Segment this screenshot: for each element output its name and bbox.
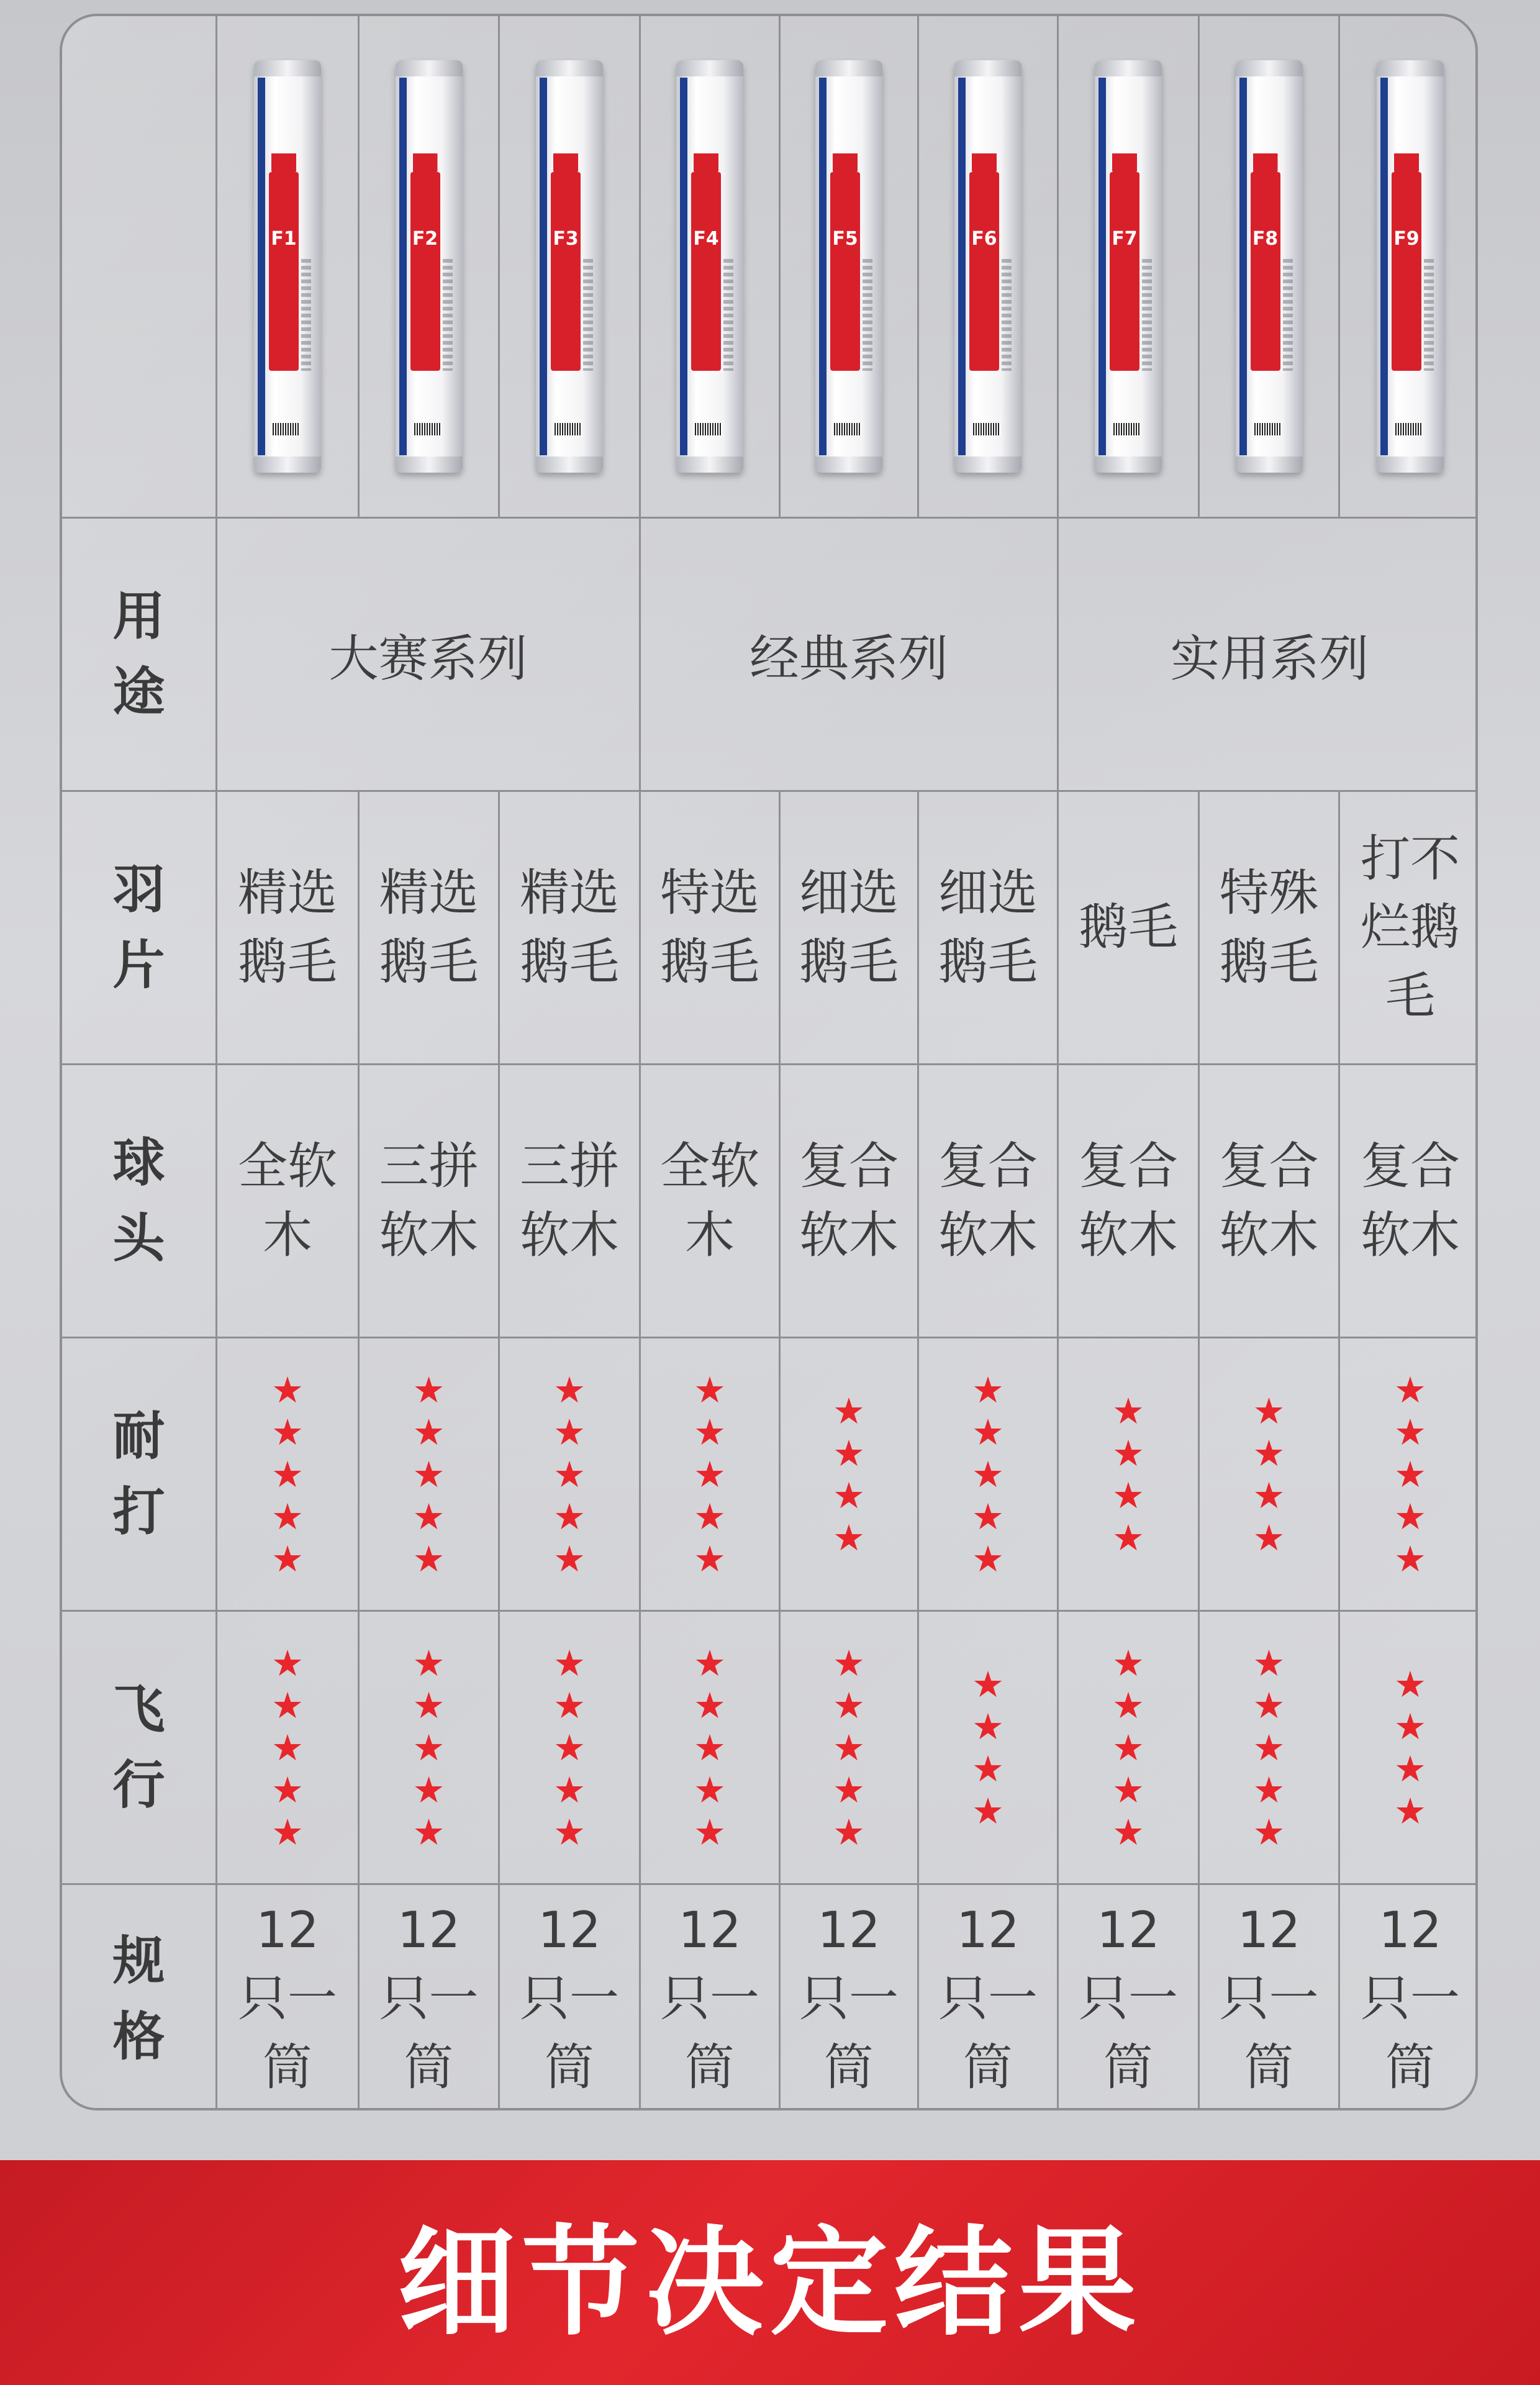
product-image-cell (917, 16, 1057, 517)
feather-cell (1057, 792, 1198, 1063)
star-icon: ★ (1394, 1789, 1426, 1832)
head-cell (498, 1065, 639, 1337)
star-icon: ★ (1112, 1810, 1144, 1853)
star-icon: ★ (412, 1411, 445, 1453)
product-code: F9 (1393, 228, 1420, 250)
product-code: F4 (693, 228, 719, 250)
star-icon: ★ (271, 1537, 304, 1580)
star-icon: ★ (1394, 1747, 1426, 1790)
star-icon: ★ (1252, 1684, 1285, 1727)
shuttlecock-tube-image (536, 60, 603, 473)
head-value: 全软木 (238, 1137, 337, 1264)
spec-cell (639, 1885, 779, 2110)
star-icon: ★ (833, 1768, 865, 1811)
durability-rating (271, 1368, 304, 1580)
star-icon: ★ (833, 1726, 865, 1769)
star-icon: ★ (694, 1453, 726, 1496)
feather-value: 细选鹅毛 (799, 864, 899, 991)
spec-cell (1057, 1885, 1198, 2110)
star-icon: ★ (1394, 1411, 1426, 1453)
star-icon: ★ (412, 1684, 445, 1727)
star-icon: ★ (1394, 1705, 1426, 1748)
star-icon: ★ (1252, 1768, 1285, 1811)
flight-cell (779, 1612, 917, 1883)
product-image-cell (1338, 16, 1478, 517)
spec-cell (917, 1885, 1057, 2110)
star-icon: ★ (694, 1726, 726, 1769)
durability-rating (1252, 1389, 1285, 1559)
star-icon: ★ (1252, 1432, 1285, 1474)
row-label-cell (62, 792, 215, 1063)
head-cell (1198, 1065, 1338, 1337)
row-label-usage: 用途 (112, 585, 165, 722)
feather-value: 打不烂鹅毛 (1361, 829, 1460, 1025)
flight-row (62, 1610, 1475, 1883)
spec-value: 12只一筒 (660, 1901, 759, 2096)
star-icon: ★ (412, 1810, 445, 1853)
spec-value: 12只一筒 (379, 1901, 479, 2096)
flight-cell (215, 1612, 358, 1883)
head-value: 三拼软木 (379, 1137, 479, 1264)
star-icon: ★ (271, 1810, 304, 1853)
head-cell (1338, 1065, 1478, 1337)
shuttlecock-tube-image (254, 60, 321, 473)
star-icon: ★ (412, 1768, 445, 1811)
feather-cell (1198, 792, 1338, 1063)
shuttlecock-tube-image (396, 60, 463, 473)
star-icon: ★ (412, 1642, 445, 1684)
row-label-cell (62, 519, 215, 790)
durability-cell (639, 1338, 779, 1610)
feather-value: 特选鹅毛 (660, 864, 759, 991)
spec-value: 12只一筒 (238, 1901, 337, 2096)
feather-value: 精选鹅毛 (379, 864, 479, 991)
feather-value: 精选鹅毛 (238, 864, 337, 991)
durability-rating (972, 1368, 1004, 1580)
star-icon: ★ (833, 1474, 865, 1517)
flight-rating (553, 1644, 586, 1851)
star-icon: ★ (553, 1726, 586, 1769)
star-icon: ★ (553, 1453, 586, 1496)
spec-cell (1198, 1885, 1338, 2110)
spec-value: 12只一筒 (938, 1901, 1038, 2096)
spec-row (62, 1883, 1475, 2110)
star-icon: ★ (412, 1453, 445, 1496)
star-icon: ★ (271, 1642, 304, 1684)
feather-row (62, 790, 1475, 1063)
star-icon: ★ (553, 1810, 586, 1853)
feather-cell (498, 792, 639, 1063)
star-icon: ★ (833, 1684, 865, 1727)
star-icon: ★ (1112, 1768, 1144, 1811)
star-icon: ★ (972, 1368, 1004, 1411)
durability-rating (553, 1368, 586, 1580)
head-cell (639, 1065, 779, 1337)
star-icon: ★ (694, 1495, 726, 1538)
row-label-spec: 规格 (112, 1930, 165, 2067)
star-icon: ★ (1394, 1537, 1426, 1580)
row-label-flight: 飞行 (112, 1678, 165, 1815)
flight-rating (1112, 1644, 1144, 1851)
star-icon: ★ (833, 1389, 865, 1432)
product-image-cell (639, 16, 779, 517)
star-icon: ★ (553, 1368, 586, 1411)
star-icon: ★ (1394, 1663, 1426, 1706)
head-row (62, 1063, 1475, 1337)
star-icon: ★ (553, 1537, 586, 1580)
star-icon: ★ (1252, 1516, 1285, 1559)
head-value: 复合软木 (938, 1137, 1038, 1264)
star-icon: ★ (412, 1537, 445, 1580)
product-code: F2 (412, 228, 438, 250)
product-code: F7 (1112, 228, 1138, 250)
star-icon: ★ (271, 1453, 304, 1496)
feather-cell (215, 792, 358, 1063)
row-label-head: 球头 (112, 1132, 165, 1269)
durability-cell (779, 1338, 917, 1610)
star-icon: ★ (833, 1432, 865, 1474)
durability-cell (1198, 1338, 1338, 1610)
head-value: 复合软木 (1219, 1137, 1319, 1264)
row-label-cell (62, 1612, 215, 1883)
durability-cell (215, 1338, 358, 1610)
star-icon: ★ (412, 1368, 445, 1411)
star-icon: ★ (1394, 1495, 1426, 1538)
shuttlecock-tube-image (815, 60, 882, 473)
star-icon: ★ (1252, 1389, 1285, 1432)
shuttlecock-tube-image (954, 60, 1021, 473)
product-code: F6 (971, 228, 997, 250)
star-icon: ★ (553, 1768, 586, 1811)
comparison-table (60, 14, 1478, 2110)
feather-value: 鹅毛 (1079, 898, 1178, 956)
row-label-cell (62, 1338, 215, 1610)
flight-cell (1057, 1612, 1198, 1883)
star-icon: ★ (553, 1642, 586, 1684)
flight-cell (917, 1612, 1057, 1883)
feather-cell (917, 792, 1057, 1063)
head-cell (358, 1065, 498, 1337)
star-icon: ★ (1112, 1474, 1144, 1517)
flight-cell (1198, 1612, 1338, 1883)
durability-cell (1338, 1338, 1478, 1610)
star-icon: ★ (412, 1495, 445, 1538)
star-icon: ★ (833, 1810, 865, 1853)
durability-cell (1057, 1338, 1198, 1610)
star-icon: ★ (972, 1495, 1004, 1538)
head-cell (779, 1065, 917, 1337)
durability-rating (833, 1389, 865, 1559)
star-icon: ★ (553, 1411, 586, 1453)
feather-value: 特殊鹅毛 (1219, 864, 1319, 991)
row-label-durability: 耐打 (112, 1405, 165, 1542)
feather-value: 细选鹅毛 (938, 864, 1038, 991)
star-icon: ★ (271, 1768, 304, 1811)
head-value: 复合软木 (799, 1137, 899, 1264)
durability-rating (1394, 1368, 1426, 1580)
star-icon: ★ (1252, 1474, 1285, 1517)
product-image-cell (1198, 16, 1338, 517)
spec-cell (779, 1885, 917, 2110)
banner-title: 细节决定结果 (397, 2214, 1143, 2351)
star-icon: ★ (1112, 1642, 1144, 1684)
flight-rating (972, 1665, 1004, 1830)
head-cell (917, 1065, 1057, 1337)
star-icon: ★ (694, 1642, 726, 1684)
flight-rating (833, 1644, 865, 1851)
star-icon: ★ (412, 1726, 445, 1769)
star-icon: ★ (833, 1516, 865, 1559)
shuttlecock-tube-image (676, 60, 743, 473)
durability-cell (358, 1338, 498, 1610)
star-icon: ★ (972, 1789, 1004, 1832)
star-icon: ★ (694, 1537, 726, 1580)
star-icon: ★ (271, 1368, 304, 1411)
head-cell (215, 1065, 358, 1337)
head-value: 复合软木 (1361, 1137, 1460, 1264)
head-value: 复合软木 (1079, 1137, 1178, 1264)
spec-cell (1338, 1885, 1478, 2110)
row-label-cell (62, 1885, 215, 2110)
spec-value: 12只一筒 (1219, 1901, 1319, 2096)
shuttlecock-tube-image (1236, 60, 1303, 473)
series-label: 实用系列 (1170, 630, 1369, 688)
star-icon: ★ (271, 1684, 304, 1727)
star-icon: ★ (972, 1453, 1004, 1496)
series-cell (639, 519, 1057, 790)
durability-cell (498, 1338, 639, 1610)
usage-row (62, 517, 1475, 790)
durability-rating (694, 1368, 726, 1580)
product-image-cell (358, 16, 498, 517)
star-icon: ★ (271, 1495, 304, 1538)
spec-cell (215, 1885, 358, 2110)
durability-rating (1112, 1389, 1144, 1559)
product-image-cell (1057, 16, 1198, 517)
star-icon: ★ (694, 1368, 726, 1411)
star-icon: ★ (1252, 1810, 1285, 1853)
flight-rating (413, 1644, 445, 1851)
spec-value: 12只一筒 (799, 1901, 899, 2096)
star-icon: ★ (1394, 1368, 1426, 1411)
star-icon: ★ (1112, 1516, 1144, 1559)
star-icon: ★ (271, 1411, 304, 1453)
star-icon: ★ (694, 1411, 726, 1453)
star-icon: ★ (694, 1810, 726, 1853)
product-code: F3 (553, 228, 579, 250)
star-icon: ★ (1394, 1453, 1426, 1496)
star-icon: ★ (1112, 1726, 1144, 1769)
spec-cell (358, 1885, 498, 2110)
series-cell (1057, 519, 1478, 790)
feather-cell (779, 792, 917, 1063)
star-icon: ★ (694, 1768, 726, 1811)
spec-value: 12只一筒 (1079, 1901, 1178, 2096)
spec-cell (498, 1885, 639, 2110)
series-label: 大赛系列 (328, 630, 528, 688)
product-image-row (62, 16, 1475, 517)
shuttlecock-tube-image (1377, 60, 1444, 473)
durability-row (62, 1337, 1475, 1610)
star-icon: ★ (972, 1411, 1004, 1453)
series-label: 经典系列 (750, 630, 948, 688)
flight-rating (1394, 1665, 1426, 1830)
flight-cell (1338, 1612, 1478, 1883)
star-icon: ★ (972, 1537, 1004, 1580)
star-icon: ★ (972, 1747, 1004, 1790)
star-icon: ★ (553, 1684, 586, 1727)
feather-cell (358, 792, 498, 1063)
head-cell (1057, 1065, 1198, 1337)
product-code: F1 (271, 228, 297, 250)
head-value: 三拼软木 (520, 1137, 619, 1264)
star-icon: ★ (833, 1642, 865, 1684)
spec-value: 12只一筒 (520, 1901, 619, 2096)
durability-rating (412, 1368, 445, 1580)
feather-cell (1338, 792, 1478, 1063)
star-icon: ★ (1252, 1726, 1285, 1769)
star-icon: ★ (1112, 1389, 1144, 1432)
flight-cell (498, 1612, 639, 1883)
flight-cell (639, 1612, 779, 1883)
feather-value: 精选鹅毛 (520, 864, 619, 991)
star-icon: ★ (1252, 1642, 1285, 1684)
series-cell (215, 519, 639, 790)
star-icon: ★ (972, 1705, 1004, 1748)
head-value: 全软木 (660, 1137, 759, 1264)
product-image-cell (779, 16, 917, 517)
promo-banner (0, 2160, 1540, 2385)
product-image-cell (498, 16, 639, 517)
product-code: F8 (1252, 228, 1279, 250)
product-image-cell (215, 16, 358, 517)
durability-cell (917, 1338, 1057, 1610)
star-icon: ★ (694, 1684, 726, 1727)
flight-rating (1253, 1644, 1285, 1851)
corner-cell (62, 16, 215, 517)
row-label-feather: 羽片 (112, 858, 165, 996)
feather-cell (639, 792, 779, 1063)
spec-value: 12只一筒 (1361, 1901, 1460, 2096)
product-code: F5 (832, 228, 858, 250)
star-icon: ★ (1112, 1432, 1144, 1474)
star-icon: ★ (972, 1663, 1004, 1706)
flight-rating (271, 1644, 304, 1851)
star-icon: ★ (271, 1726, 304, 1769)
star-icon: ★ (1112, 1684, 1144, 1727)
shuttlecock-tube-image (1095, 60, 1162, 473)
flight-cell (358, 1612, 498, 1883)
row-label-cell (62, 1065, 215, 1337)
star-icon: ★ (553, 1495, 586, 1538)
flight-rating (694, 1644, 726, 1851)
